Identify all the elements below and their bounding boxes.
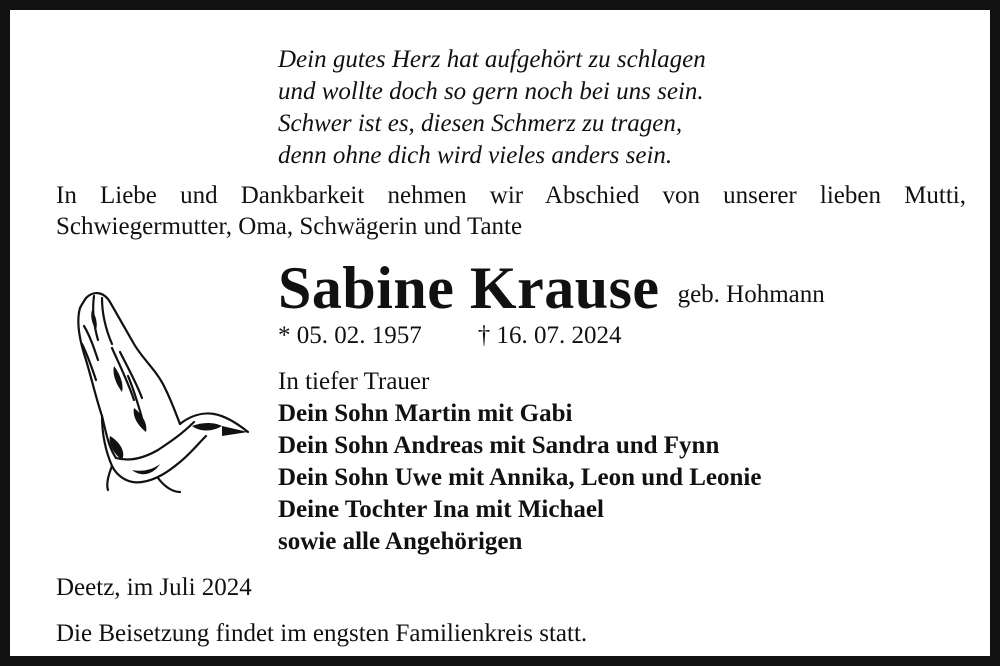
poem-line: Schwer ist es, diesen Schmerz zu tragen, (278, 110, 683, 137)
mourner-line: Dein Sohn Andreas mit Sandra und Fynn (278, 432, 720, 459)
mourners-list (278, 366, 761, 558)
life-dates (278, 320, 622, 352)
maiden-name: geb. Hohmann (677, 281, 825, 308)
memorial-poem (278, 44, 706, 172)
burial-note: Die Beisetzung findet im engsten Familienkreis statt. (56, 620, 588, 647)
deceased-name-line (278, 256, 825, 320)
mourner-line: Dein Sohn Uwe mit Annika, Leon und Leonie (278, 464, 762, 491)
mourner-line: Deine Tochter Ina mit Michael (278, 496, 604, 523)
mourner-line: Dein Sohn Martin mit Gabi (278, 400, 573, 427)
birth-date: * 05. 02. 1957 (278, 322, 422, 349)
poem-line: Dein gutes Herz hat aufgehört zu schlagen (278, 46, 706, 73)
poem-line: und wollte doch so gern noch bei uns sein. (278, 78, 704, 105)
place-date: Deetz, im Juli 2024 (56, 574, 252, 601)
praying-hands-icon (72, 286, 252, 496)
mourner-line: sowie alle Angehörigen (278, 528, 523, 555)
poem-line: denn ohne dich wird vieles anders sein. (278, 142, 673, 169)
mourners-heading: In tiefer Trauer (278, 368, 430, 395)
farewell-intro: In Liebe und Dankbarkeit nehmen wir Abschied von unserer lieben Mutti, Schwiegermutter, Oma, Schwägerin und Tante (56, 182, 966, 240)
deceased-name: Sabine Krause (278, 255, 660, 321)
death-date: † 16. 07. 2024 (477, 322, 622, 349)
